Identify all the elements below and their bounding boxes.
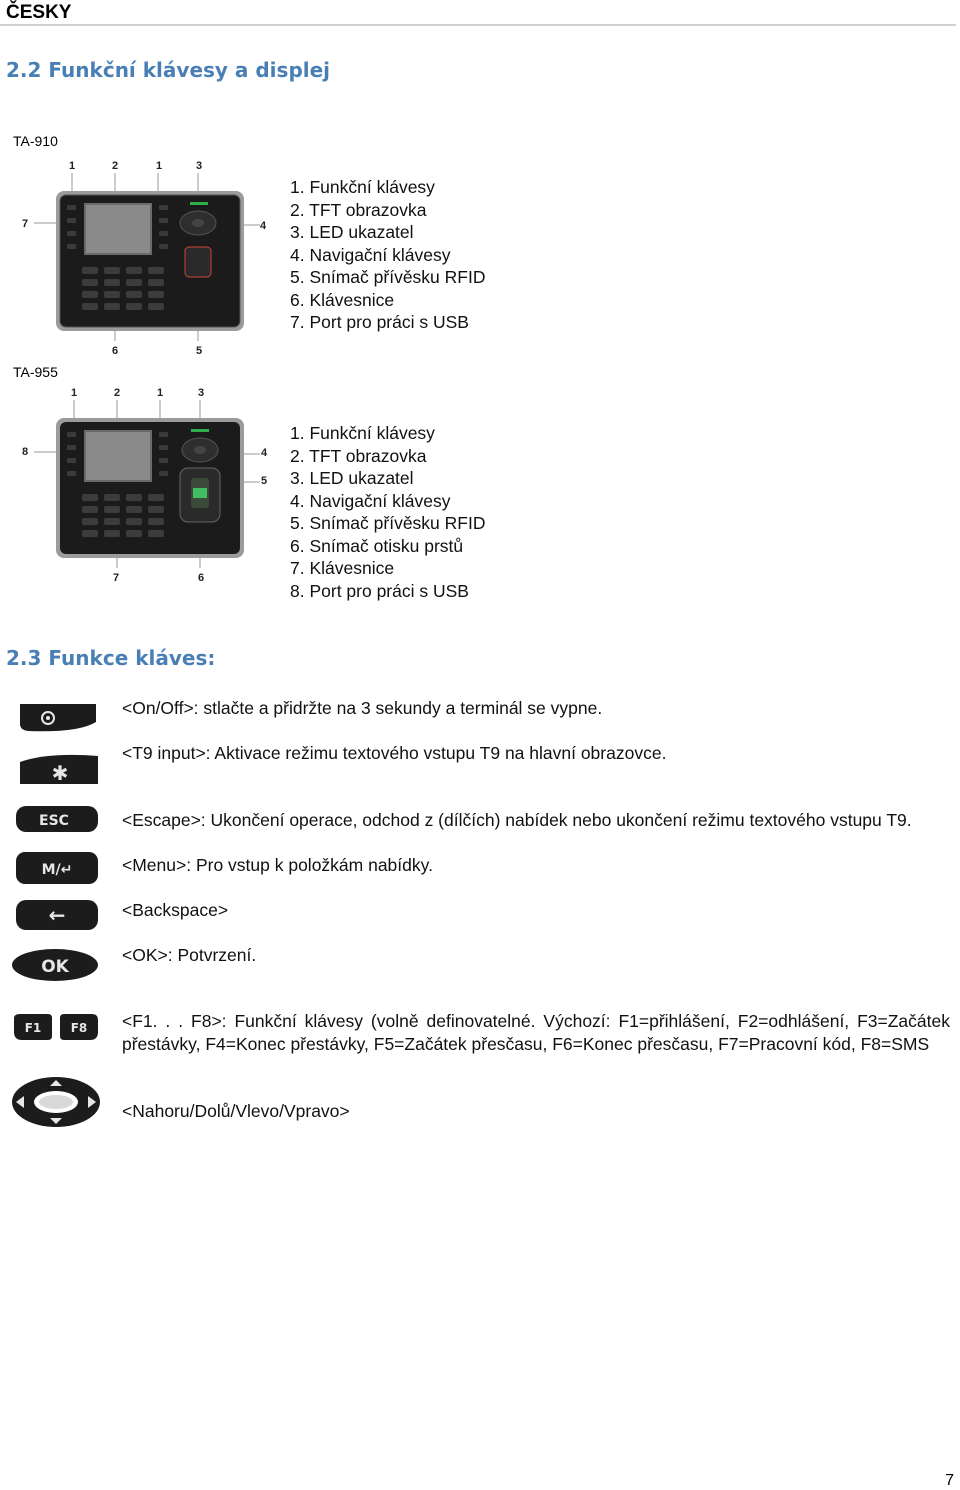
callout: 1: [156, 160, 163, 172]
device-image-ta955: [20, 392, 270, 572]
page-number: 7: [945, 1472, 954, 1489]
key-desc-ok: <OK>: Potvrzení.: [122, 945, 257, 965]
model-label-ta910: TA-910: [13, 133, 58, 149]
header-divider: [0, 24, 956, 26]
key-desc-t9: <T9 input>: Aktivace režimu textového vstupu T9 na hlavní obrazovce.: [122, 743, 667, 763]
callout: 8: [22, 446, 29, 458]
list-item: 7. Klávesnice: [290, 558, 395, 578]
list-item: 3. LED ukazatel: [290, 222, 414, 242]
ok-key-label: OK: [41, 957, 69, 977]
list-item: 5. Snímač přívěsku RFID: [290, 267, 486, 287]
callout: 6: [112, 345, 119, 357]
key-desc-navigation: <Nahoru/Dolů/Vlevo/Vpravo>: [122, 1101, 350, 1121]
menu-key-label: M/↵: [41, 862, 73, 878]
function-keys-icon: [12, 1012, 100, 1042]
section-title-2-2: 2.2 Funkční klávesy a displej: [6, 58, 331, 82]
callout: 5: [196, 345, 203, 357]
list-item: 1. Funkční klávesy: [290, 423, 435, 443]
list-item: 4. Navigační klávesy: [290, 490, 451, 511]
t9-star-key-icon: [18, 752, 100, 788]
callout: 5: [261, 475, 268, 487]
list-item: 3. LED ukazatel: [290, 468, 414, 488]
menu-key-icon: [14, 850, 100, 886]
device-image-ta910: [20, 165, 270, 345]
f1-key-label: F1: [24, 1021, 42, 1035]
ta910-feature-list: [290, 176, 485, 334]
key-desc-function-keys: <F1. . . F8>: Funkční klávesy (volně definovatelné. Výchozí: F1=přihlášení, F2=odhlášení, F3=Začátek přestávky, F4=Konec přestávky, F5=Začátek přesčasu, F6=Konec přesčasu, F7=Pracovní kód, F8=SMS: [122, 1011, 950, 1054]
callout: 1: [71, 387, 78, 399]
callout: 4: [261, 447, 268, 459]
ok-key-icon: [10, 946, 100, 984]
key-desc-menu: <Menu>: Pro vstup k položkám nabídky.: [122, 855, 433, 875]
t9-key-glyph: ✱: [51, 761, 69, 785]
key-desc-backspace: <Backspace>: [122, 900, 229, 920]
model-label-ta955: TA-955: [13, 364, 58, 380]
section-title-2-3: 2.3 Funkce kláves:: [6, 646, 216, 670]
backspace-key-glyph: ←: [48, 903, 66, 927]
esc-key-label: ESC: [39, 813, 69, 829]
list-item: 8. Port pro práci s USB: [290, 580, 469, 601]
callout: 4: [260, 220, 267, 232]
callout: 7: [113, 572, 120, 584]
list-item: 6. Klávesnice: [290, 289, 395, 310]
callout: 2: [114, 387, 121, 399]
f8-key-label: F8: [70, 1021, 88, 1035]
list-item: 7. Port pro práci s USB: [290, 312, 469, 332]
header-language: ČESKY: [6, 2, 72, 23]
list-item: 4. Navigační klávesy: [290, 244, 451, 265]
list-item: 1. Funkční klávesy: [290, 177, 435, 197]
callout: 1: [157, 387, 164, 399]
callout: 1: [69, 160, 76, 172]
list-item: 2. TFT obrazovka: [290, 445, 427, 466]
esc-key-icon: [14, 804, 100, 834]
list-item: 5. Snímač přívěsku RFID: [290, 513, 486, 533]
callout: 7: [22, 218, 29, 230]
ta955-feature-list: [290, 422, 485, 602]
callout: 2: [112, 160, 119, 172]
callout: 3: [196, 160, 203, 172]
list-item: 2. TFT obrazovka: [290, 199, 427, 220]
navigation-keys-icon: [10, 1075, 102, 1129]
callout: 3: [198, 387, 205, 399]
callout: 6: [198, 572, 205, 584]
key-desc-on-off: <On/Off>: stlačte a přidržte na 3 sekundy a terminál se vypne.: [122, 698, 603, 718]
key-desc-escape: <Escape>: Ukončení operace, odchod z (dílčích) nabídek nebo ukončení režimu textového vstupu T9.: [122, 810, 912, 830]
backspace-key-icon: [14, 898, 100, 932]
power-key-icon: [18, 700, 98, 734]
list-item: 6. Snímač otisku prstů: [290, 535, 464, 556]
